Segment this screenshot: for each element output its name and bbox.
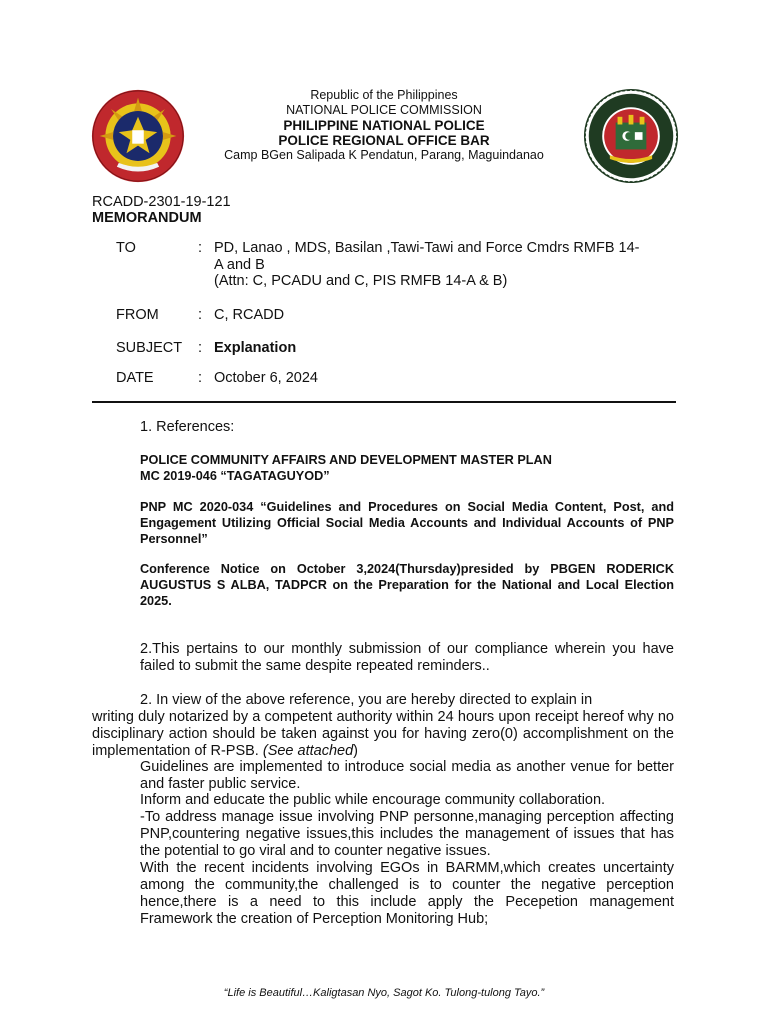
pnp-seal-logo [90,88,186,184]
letterhead-napolcom: NATIONAL POLICE COMMISSION [286,103,482,117]
letterhead [200,88,568,163]
to-value-attn: (Attn: C, PCADU and C, PIS RMFB 14-A & B) [214,273,508,289]
date-label: DATE [116,370,154,386]
reference-1-line1: POLICE COMMUNITY AFFAIRS AND DEVELOPMENT MASTER PLAN [140,453,552,467]
memo-type: MEMORANDUM [92,210,202,226]
to-label: TO [116,240,136,256]
reference-3: Conference Notice on October 3,2024(Thursday)presided by PBGEN RODERICK AUGUSTUS S ALBA, TADPCR on the Preparation for the National and Local Election 2025. [140,562,674,608]
pro-bar-seal-icon [583,88,679,184]
reference-1 [140,452,674,484]
subject-colon: : [198,340,203,356]
paragraph-address-issues: -To address manage issue involving PNP personne,managing perception affecting PNP,countering negative issues,this includes the management of issues that has the potential to go viral and to counter negative issues. [140,809,674,859]
subject-label: SUBJECT [116,340,183,356]
letterhead-office: POLICE REGIONAL OFFICE BAR [278,133,490,148]
references-heading: 1. References: [140,419,235,435]
pro-bar-seal-logo [583,88,679,184]
paragraph-compliance: 2.This pertains to our monthly submission of our compliance wherein you have failed to submit the same despite repeated reminders.. [140,641,674,674]
date-value: October 6, 2024 [214,370,318,386]
footer-motto: “Life is Beautiful…Kaligtasan Nyo, Sagot Ko. Tulong-tulong Tayo.” [223,987,545,999]
from-label: FROM [116,307,159,323]
paragraph-directive-body [92,709,674,760]
to-value-line2: A and B [214,257,265,273]
letterhead-republic: Republic of the Philippines [310,88,458,102]
header-divider [92,401,676,403]
letterhead-address: Camp BGen Salipada K Pendatun, Parang, Maguindanao [224,148,544,162]
see-attached-close: ) [353,743,358,759]
letterhead-pnp: PHILIPPINE NATIONAL POLICE [283,118,485,133]
subject-value: Explanation [214,340,297,356]
paragraph-directive [92,692,674,760]
pnp-seal-icon [90,88,186,184]
paragraph-recent-incidents: With the recent incidents involving EGOs in BARMM,which creates uncertainty among the community,the challenged is to counter the negative perception hence,there is a need to this include apply the Pecepetion management Framework the creation of Perception Monitoring Hub; [140,860,674,927]
to-colon: : [198,240,203,256]
paragraph-inform: Inform and educate the public while encourage community collaboration. [140,792,606,808]
to-value-line1: PD, Lanao , MDS, Basilan ,Tawi-Tawi and Force Cmdrs RMFB 14- [214,240,640,256]
reference-number: RCADD-2301-19-121 [92,194,231,210]
from-colon: : [198,307,203,323]
see-attached-note: (See attached [262,743,354,759]
paragraph-directive-text: writing duly notarized by a competent authority within 24 hours upon receipt hereof why no disciplinary action should be taken against you for having zero(0) accomplishment on the implementation of R-PSB. [92,709,674,759]
paragraph-directive-first-line: 2. In view of the above reference, you are hereby directed to explain in [140,692,593,708]
from-value: C, RCADD [214,307,285,323]
reference-2: PNP MC 2020-034 “Guidelines and Procedures on Social Media Content, Post, and Engagement Utilizing Official Social Media Accounts and Individual Accounts of PNP Personnel” [140,500,674,546]
reference-1-line2: MC 2019-046 “TAGATAGUYOD” [140,469,330,483]
paragraph-guidelines: Guidelines are implemented to introduce social media as another venue for better and faster public service. [140,759,674,792]
date-colon: : [198,370,203,386]
